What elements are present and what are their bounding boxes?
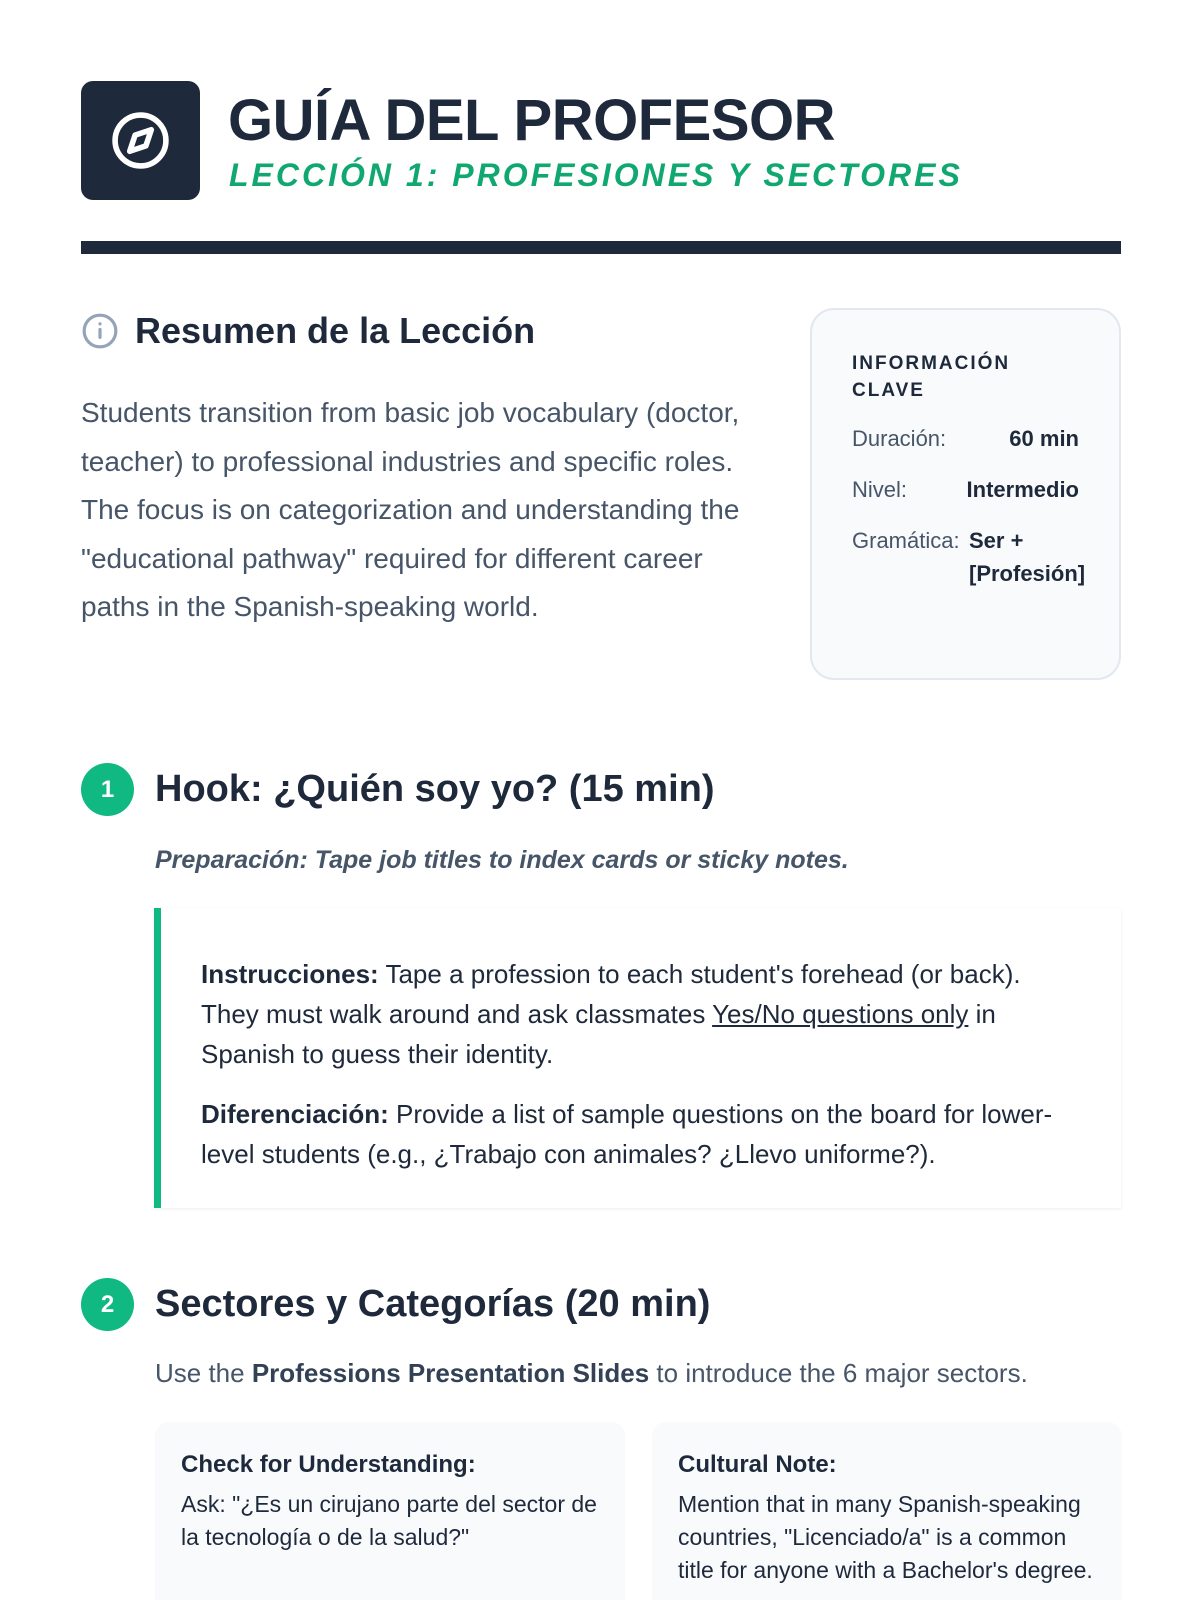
step-1-title: Hook: ¿Quién soy yo? (15 min) bbox=[155, 768, 715, 810]
step-2-title: Sectores y Categorías (20 min) bbox=[155, 1283, 711, 1325]
step-2-heading bbox=[81, 1278, 710, 1331]
page-title: GUÍA DEL PROFESOR bbox=[228, 88, 836, 153]
differentiation-text: Provide a list of sample questions on the board for lower-level students (e.g., ¿Trabajo con animales? ¿Llevo uniforme?). bbox=[201, 1099, 1053, 1169]
step-2-intro bbox=[155, 1358, 1028, 1389]
header-divider bbox=[81, 241, 1121, 254]
step-number-badge: 2 bbox=[81, 1278, 134, 1331]
differentiation-label: Diferenciación: bbox=[201, 1099, 389, 1129]
info-row-level bbox=[852, 473, 1099, 506]
cultural-note-card bbox=[652, 1422, 1122, 1600]
info-label: Gramática: bbox=[852, 528, 960, 553]
summary-heading bbox=[81, 310, 535, 352]
card-title: Cultural Note: bbox=[678, 1451, 837, 1478]
compass-icon bbox=[110, 110, 171, 171]
step-number-badge: 1 bbox=[81, 763, 134, 816]
instructions-paragraph bbox=[201, 954, 1081, 1074]
intro-text-end: to introduce the 6 major sectors. bbox=[649, 1358, 1028, 1388]
card-text: Ask: "¿Es un cirujano parte del sector de la tecnología o de la salud?" bbox=[181, 1491, 597, 1550]
check-understanding-card bbox=[155, 1422, 625, 1600]
info-value: 60 min bbox=[1009, 426, 1079, 451]
info-row-duration bbox=[852, 422, 1099, 455]
instructions-callout bbox=[154, 908, 1121, 1208]
logo bbox=[81, 81, 200, 200]
summary-text: Students transition from basic job vocabulary (doctor, teacher) to professional industries and specific roles. The focus is on categorization and understanding the "educational pathway" required for different career paths in the Spanish-speaking world. bbox=[81, 397, 740, 622]
info-row-grammar bbox=[852, 524, 1099, 590]
instructions-emphasis: Yes/No questions only bbox=[712, 999, 969, 1029]
card-title: Check for Understanding: bbox=[181, 1451, 476, 1478]
card-text: Mention that in many Spanish-speaking countries, "Licenciado/a" is a common title for anyone with a Bachelor's degree. bbox=[678, 1491, 1093, 1583]
intro-text: Use the bbox=[155, 1358, 252, 1388]
differentiation-paragraph bbox=[201, 1094, 1081, 1174]
info-card-title: INFORMACIÓN CLAVE bbox=[852, 353, 1011, 401]
info-label: Duración: bbox=[852, 426, 947, 451]
instructions-label: Instrucciones: bbox=[201, 959, 379, 989]
header bbox=[81, 81, 1121, 254]
preparation-note: Preparación: Tape job titles to index cards or sticky notes. bbox=[155, 846, 849, 874]
step-1-heading bbox=[81, 763, 715, 816]
info-value: Intermedio bbox=[966, 477, 1079, 502]
instructions-text-end: in Spanish to guess their identity. bbox=[201, 999, 996, 1069]
instructions-text: Tape a profession to each student's forehead (or back). They must walk around and ask classmates bbox=[201, 959, 1021, 1029]
presentation-slides-reference: Professions Presentation Slides bbox=[251, 1358, 650, 1388]
info-label: Nivel: bbox=[852, 477, 908, 502]
summary-title: Resumen de la Lección bbox=[135, 310, 536, 351]
info-icon bbox=[81, 312, 119, 350]
info-card bbox=[810, 308, 1121, 680]
page-subtitle: LECCIÓN 1: PROFESIONES Y SECTORES bbox=[229, 157, 963, 193]
info-value: Ser + [Profesión] bbox=[969, 528, 1086, 586]
